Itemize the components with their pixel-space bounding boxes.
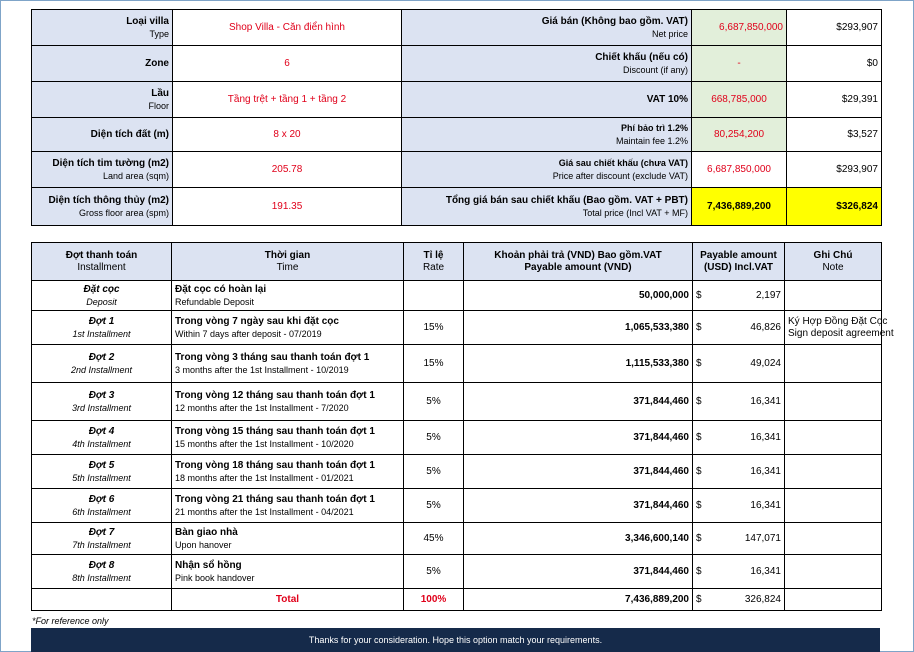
discount-vnd: - — [692, 46, 787, 82]
type-value: Shop Villa - Căn điển hình — [173, 10, 402, 46]
vat-vnd: 668,785,000 — [692, 82, 787, 118]
table-row — [32, 421, 882, 455]
zone-label: Zone — [32, 46, 173, 82]
zone-value: 6 — [173, 46, 402, 82]
time-cell: Trong vòng 7 ngày sau khi đặt cọc Within 7 days after deposit - 07/2019 — [172, 311, 404, 345]
land-area-value: 205.78 — [173, 152, 402, 188]
rate-cell — [404, 281, 464, 311]
note-cell — [785, 421, 882, 455]
header-vnd: Khoản phải trả (VND) Bao gồm.VAT Payable amount (VND) — [464, 243, 693, 281]
table-row — [32, 311, 882, 345]
rate-cell: 15% — [404, 345, 464, 383]
net-price-vnd: 6,687,850,000 — [692, 10, 787, 46]
usd-cell: $ 16,341 — [693, 455, 785, 489]
note-cell — [785, 555, 882, 589]
installment-cell: Đợt 2 2nd Installment — [32, 345, 172, 383]
usd-cell: $ 46,826 — [693, 311, 785, 345]
table-row — [32, 281, 882, 311]
table-row — [32, 555, 882, 589]
total-price-label: Tổng giá bán sau chiết khấu (Bao gồm. VAT + PBT) Total price (Incl VAT + MF) — [402, 188, 692, 226]
summary-row-land-area — [32, 152, 882, 188]
vnd-cell: 371,844,460 — [464, 383, 693, 421]
land-dim-label: Diện tích đất (m) — [32, 118, 173, 152]
vnd-cell: 50,000,000 — [464, 281, 693, 311]
summary-row-gross — [32, 188, 882, 226]
net-price-usd: $293,907 — [787, 10, 882, 46]
time-cell: Bàn giao nhà Upon hanover — [172, 523, 404, 555]
summary-table — [31, 9, 882, 226]
table-row — [32, 489, 882, 523]
time-cell: Trong vòng 15 tháng sau thanh toán đợt 1 15 months after the 1st Installment - 10/2020 — [172, 421, 404, 455]
usd-cell: $ 2,197 — [693, 281, 785, 311]
note-cell — [785, 489, 882, 523]
time-cell: Trong vòng 18 tháng sau thanh toán đợt 1 18 months after the 1st Installment - 01/2021 — [172, 455, 404, 489]
rate-cell: 15% — [404, 311, 464, 345]
usd-cell: $ 16,341 — [693, 489, 785, 523]
payment-schedule-table — [31, 242, 894, 611]
net-price-label: Giá bán (Không bao gồm. VAT) Net price — [402, 10, 692, 46]
summary-row-type — [32, 10, 882, 46]
vnd-cell: 3,346,600,140 — [464, 523, 693, 555]
total-price-vnd: 7,436,889,200 — [692, 188, 787, 226]
gross-area-value: 191.35 — [173, 188, 402, 226]
vnd-cell: 371,844,460 — [464, 489, 693, 523]
installment-cell: Đợt 3 3rd Installment — [32, 383, 172, 421]
header-usd: Payable amount (USD) Incl.VAT — [693, 243, 785, 281]
usd-cell: $ 147,071 — [693, 523, 785, 555]
rate-cell: 5% — [404, 489, 464, 523]
note-cell — [785, 383, 882, 421]
land-dim-value: 8 x 20 — [173, 118, 402, 152]
table-row — [32, 455, 882, 489]
installment-cell: Đợt 1 1st Installment — [32, 311, 172, 345]
floor-value: Tầng trệt + tầng 1 + tầng 2 — [173, 82, 402, 118]
note-cell — [785, 281, 882, 311]
time-cell: Trong vòng 3 tháng sau thanh toán đợt 1 3 months after the 1st Installment - 10/2019 — [172, 345, 404, 383]
vat-usd: $29,391 — [787, 82, 882, 118]
usd-cell: $ 16,341 — [693, 421, 785, 455]
installment-cell: Đợt 4 4th Installment — [32, 421, 172, 455]
rate-cell: 5% — [404, 421, 464, 455]
header-time: Thời gian Time — [172, 243, 404, 281]
time-cell: Đặt cọc có hoàn lại Refundable Deposit — [172, 281, 404, 311]
type-label: Loại villa Type — [32, 10, 173, 46]
installment-cell: Đợt 6 6th Installment — [32, 489, 172, 523]
discount-label: Chiết khấu (nếu có) Discount (if any) — [402, 46, 692, 82]
maintain-fee-label: Phí bảo trì 1.2% Maintain fee 1.2% — [402, 118, 692, 152]
note-cell — [785, 345, 882, 383]
note-cell — [785, 455, 882, 489]
rate-cell: 5% — [404, 455, 464, 489]
price-after-discount-label: Giá sau chiết khấu (chưa VAT) Price after discount (exclude VAT) — [402, 152, 692, 188]
header-rate: Tỉ lệ Rate — [404, 243, 464, 281]
installment-cell: Đợt 7 7th Installment — [32, 523, 172, 555]
note-cell: Ký Hợp Đồng Đặt Cọc Sign deposit agreement — [785, 311, 882, 345]
header-note: Ghi Chú Note — [785, 243, 882, 281]
total-usd: $ 326,824 — [693, 589, 785, 611]
land-area-label: Diện tích tim tường (m2) Land area (sqm) — [32, 152, 173, 188]
usd-cell: $ 49,024 — [693, 345, 785, 383]
table-row — [32, 523, 882, 555]
installment-cell: Đợt 8 8th Installment — [32, 555, 172, 589]
summary-row-zone — [32, 46, 882, 82]
total-row — [32, 589, 882, 611]
vat-label: VAT 10% — [402, 82, 692, 118]
table-row — [32, 383, 882, 421]
time-cell: Trong vòng 21 tháng sau thanh toán đợt 1 21 months after the 1st Installment - 04/2021 — [172, 489, 404, 523]
vnd-cell: 1,115,533,380 — [464, 345, 693, 383]
maintain-fee-usd: $3,527 — [787, 118, 882, 152]
usd-cell: $ 16,341 — [693, 383, 785, 421]
summary-row-land — [32, 118, 882, 152]
vnd-cell: 371,844,460 — [464, 455, 693, 489]
rate-cell: 5% — [404, 555, 464, 589]
vnd-cell: 371,844,460 — [464, 421, 693, 455]
schedule-header-row — [32, 243, 882, 281]
rate-cell: 45% — [404, 523, 464, 555]
footnote: *For reference only — [32, 616, 109, 626]
floor-label: Lầu Floor — [32, 82, 173, 118]
maintain-fee-vnd: 80,254,200 — [692, 118, 787, 152]
total-label: Total — [172, 589, 404, 611]
total-rate: 100% — [404, 589, 464, 611]
rate-cell: 5% — [404, 383, 464, 421]
discount-usd: $0 — [787, 46, 882, 82]
total-vnd: 7,436,889,200 — [464, 589, 693, 611]
vnd-cell: 1,065,533,380 — [464, 311, 693, 345]
gross-area-label: Diện tích thông thủy (m2) Gross floor area (spm) — [32, 188, 173, 226]
installment-cell: Đặt cọc Deposit — [32, 281, 172, 311]
installment-cell: Đợt 5 5th Installment — [32, 455, 172, 489]
total-price-usd: $326,824 — [787, 188, 882, 226]
price-after-discount-vnd: 6,687,850,000 — [692, 152, 787, 188]
usd-cell: $ 16,341 — [693, 555, 785, 589]
table-row — [32, 345, 882, 383]
time-cell: Nhận sổ hồng Pink book handover — [172, 555, 404, 589]
vnd-cell: 371,844,460 — [464, 555, 693, 589]
footer-banner: Thanks for your consideration. Hope this option match your requirements. — [31, 628, 880, 652]
note-cell — [785, 523, 882, 555]
summary-row-floor — [32, 82, 882, 118]
header-installment: Đợt thanh toán Installment — [32, 243, 172, 281]
time-cell: Trong vòng 12 tháng sau thanh toán đợt 1 12 months after the 1st Installment - 7/2020 — [172, 383, 404, 421]
price-after-discount-usd: $293,907 — [787, 152, 882, 188]
